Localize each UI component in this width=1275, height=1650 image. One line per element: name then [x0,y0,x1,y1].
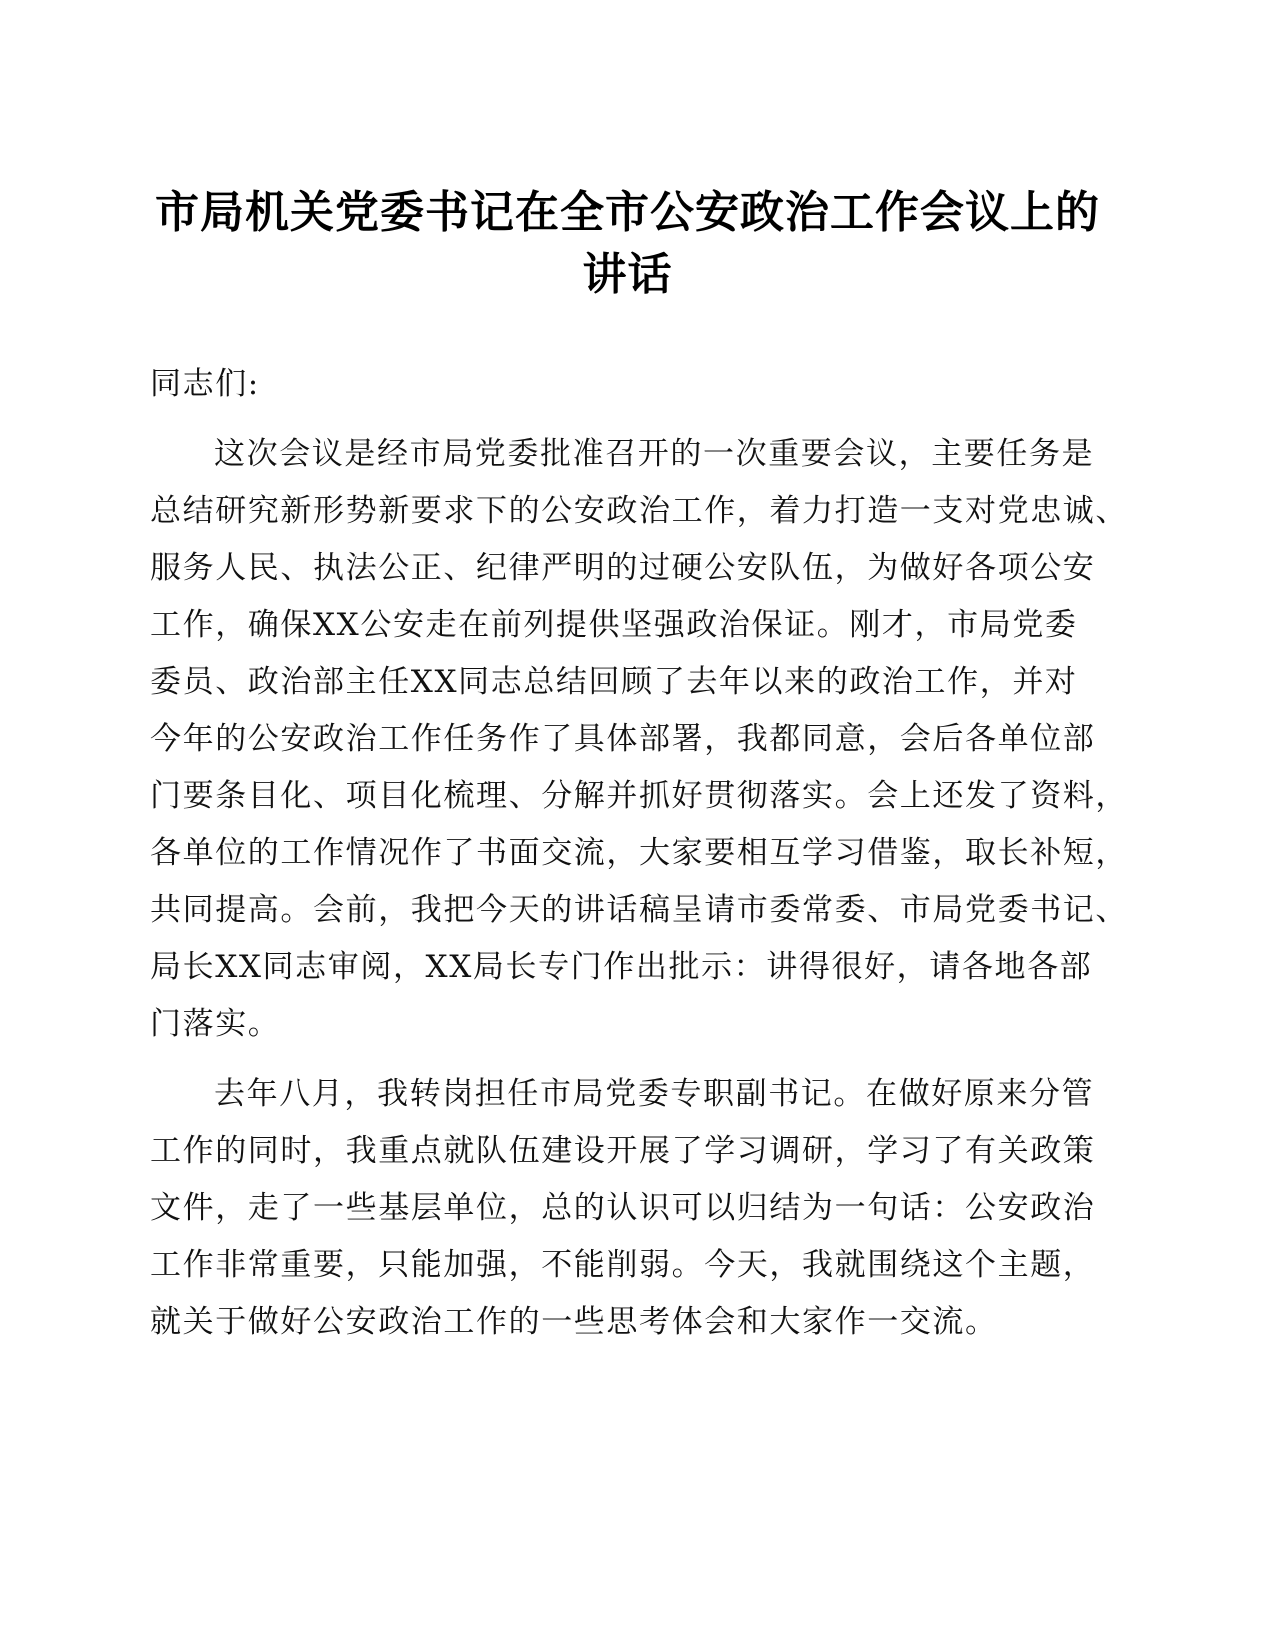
paragraph-1-line: 总结研究新形势新要求下的公安政治工作，着力打造一支对党忠诚、 [150,493,1128,529]
salutation: 同志们: [150,366,260,402]
paragraph-1-line: 门要条目化、项目化梳理、分解并抓好贯彻落实。会上还发了资料， [150,778,1128,814]
paragraph-2-line: 就关于做好公安政治工作的一些思考体会和大家作一交流。 [150,1304,998,1340]
paragraph-1-line: 今年的公安政治工作任务作了具体部署，我都同意，会后各单位部 [150,721,1096,757]
paragraph-2-line: 工作非常重要，只能加强，不能削弱。今天，我就围绕这个主题， [150,1247,1096,1283]
paragraph-2-line: 去年八月，我转岗担任市局党委专职副书记。在做好原来分管 [214,1076,1095,1112]
paragraph-1-line: 工作，确保XX公安走在前列提供坚强政治保证。刚才，市局党委 [150,607,1078,643]
paragraph-2-line: 工作的同时，我重点就队伍建设开展了学习调研，学习了有关政策 [150,1133,1096,1169]
paragraph-1-line: 门落实。 [150,1006,281,1042]
paragraph-1-line: 各单位的工作情况作了书面交流，大家要相互学习借鉴，取长补短， [150,835,1128,871]
document-body [150,356,1135,1351]
paragraph-1-line: 委员、政治部主任XX同志总结回顾了去年以来的政治工作，并对 [150,664,1078,700]
paragraph-1-line: 局长XX同志审阅，XX局长专门作出批示：讲得很好，请各地各部 [150,949,1093,985]
paragraph-1-line: 共同提高。会前，我把今天的讲话稿呈请市委常委、市局党委书记、 [150,892,1128,928]
title-line-2: 讲话 [582,249,673,300]
title-line-1: 市局机关党委书记在全市公安政治工作会议上的 [155,187,1100,238]
document-title [140,182,1115,306]
paragraph-2-line: 文件，走了一些基层单位，总的认识可以归结为一句话：公安政治 [150,1190,1096,1226]
paragraph-1-line: 服务人民、执法公正、纪律严明的过硬公安队伍，为做好各项公安 [150,550,1096,586]
paragraph-2 [150,1066,1135,1351]
paragraph-1 [150,426,1135,1053]
paragraph-1-line: 这次会议是经市局党委批准召开的一次重要会议，主要任务是 [214,436,1095,472]
